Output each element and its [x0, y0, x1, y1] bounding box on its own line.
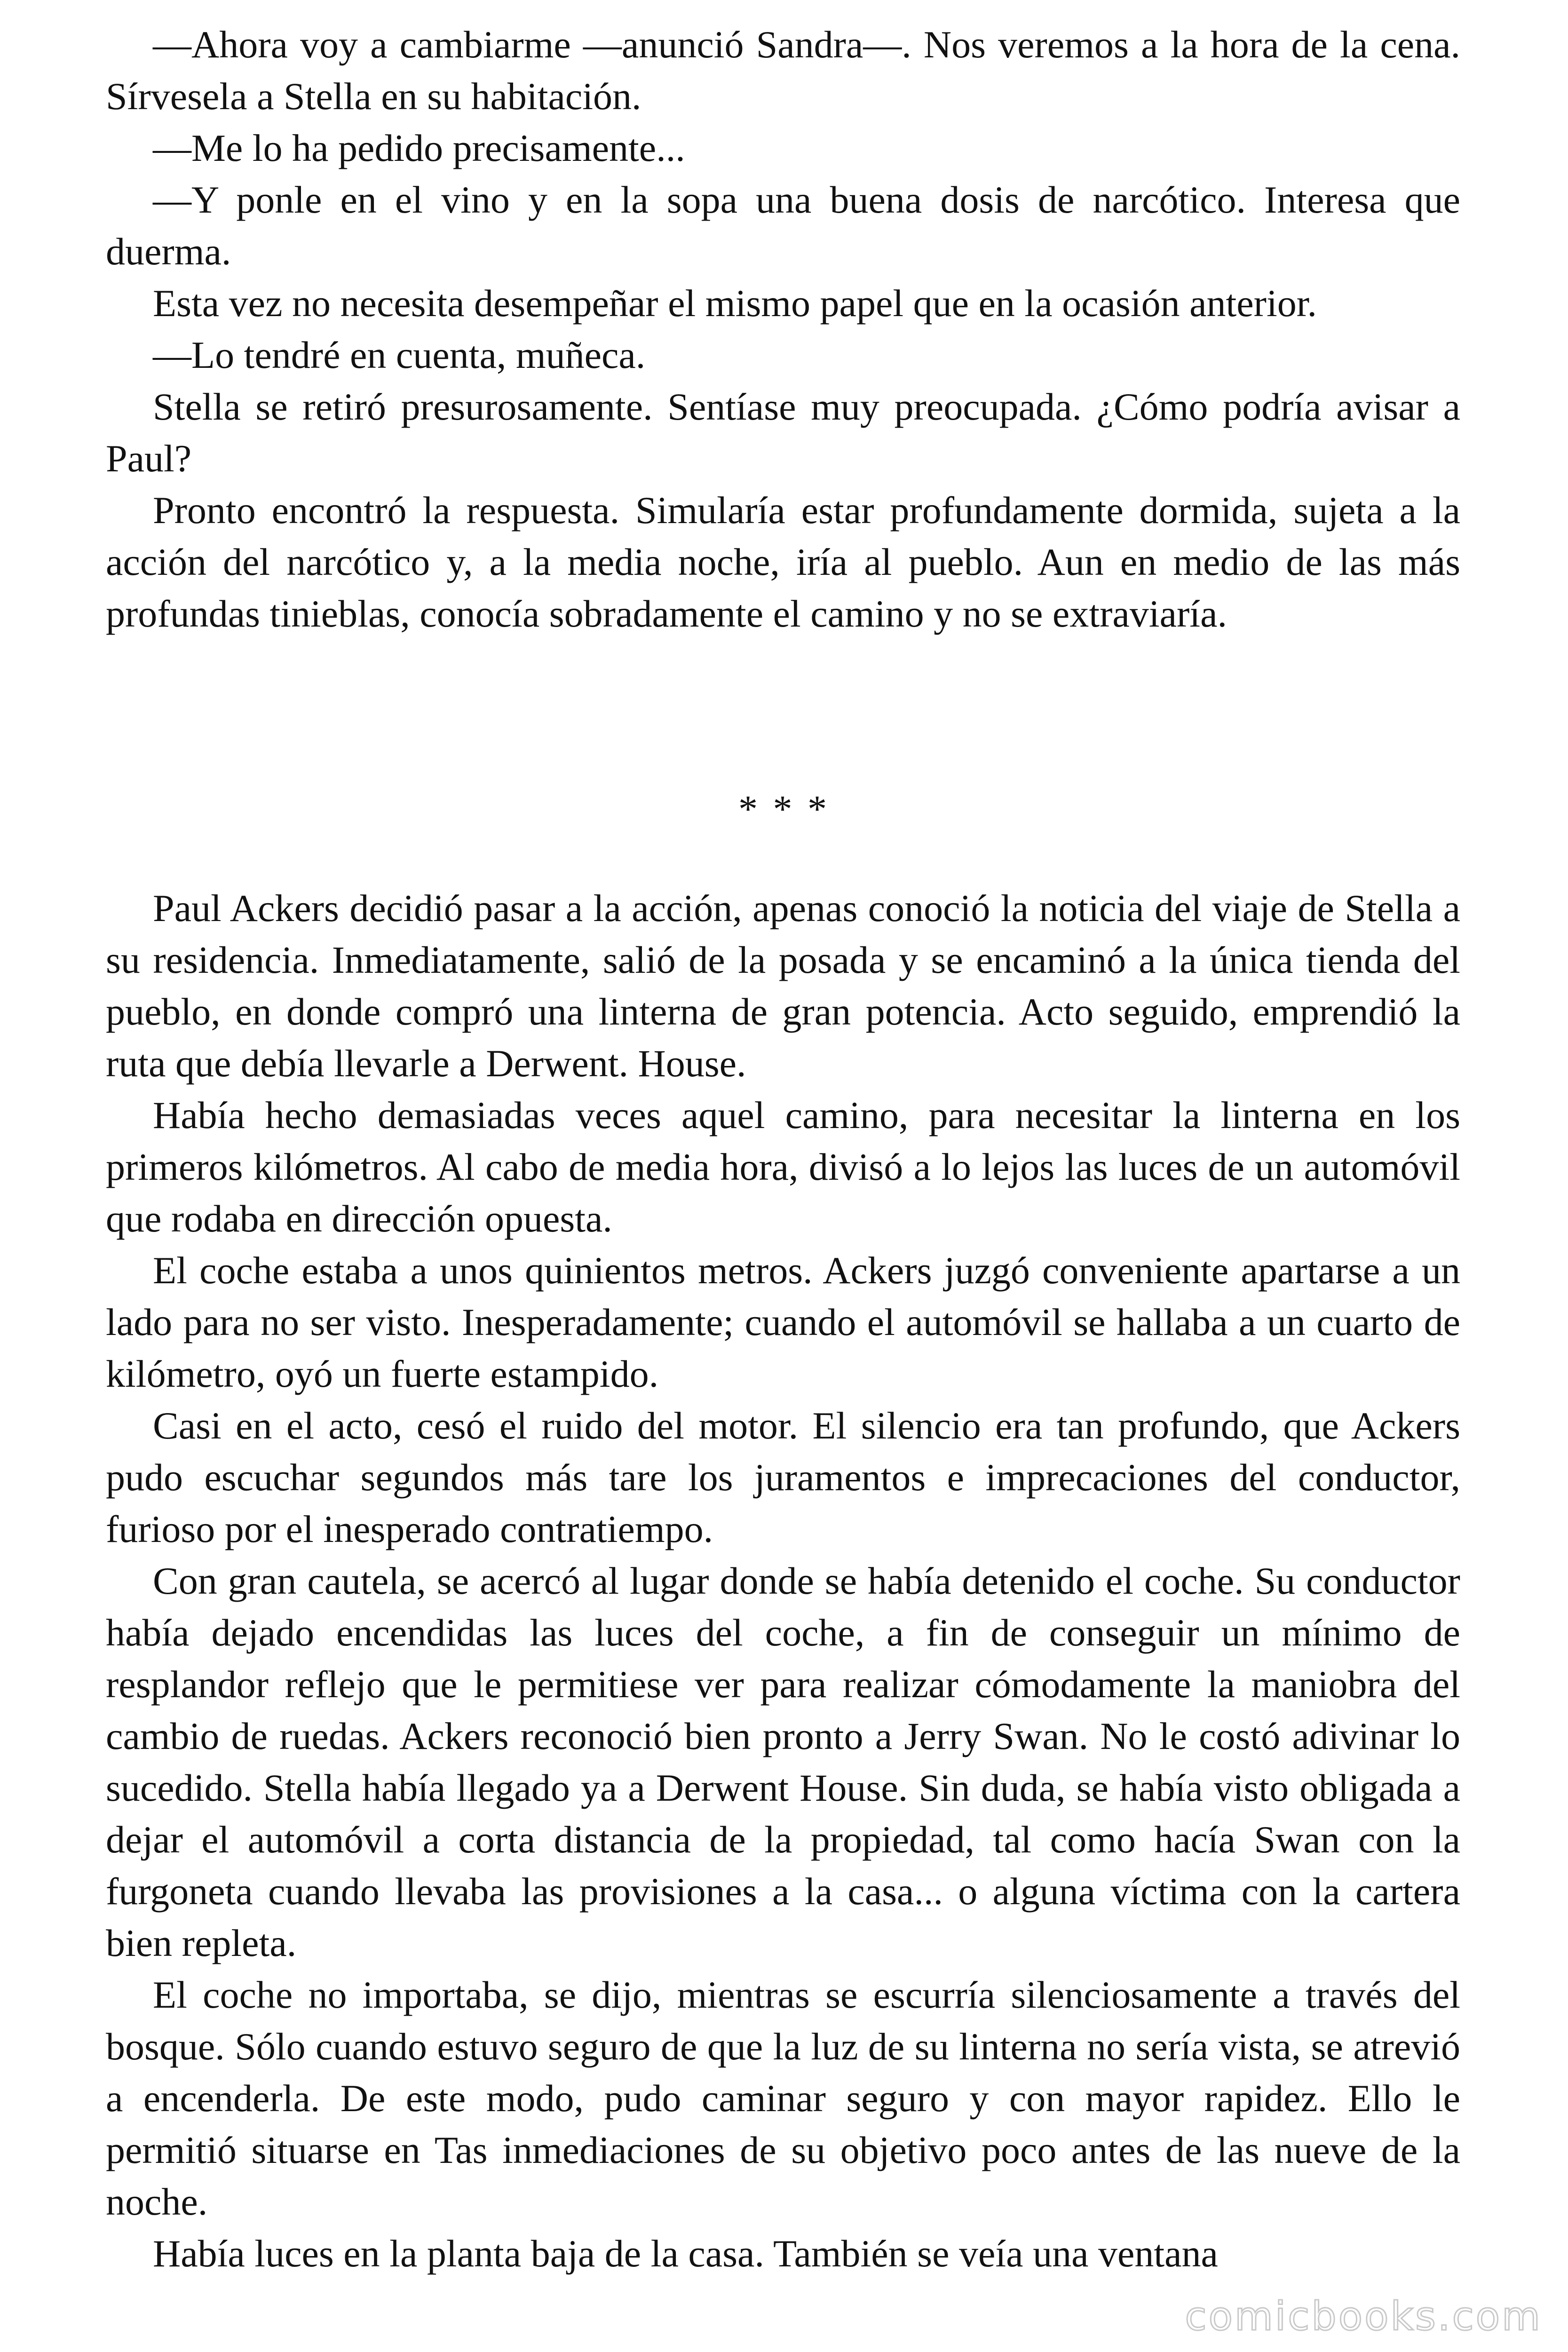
paragraph: El coche no importaba, se dijo, mientras se escurría silenciosamente a través del bosque. Sólo cuando estuvo seguro de que la luz de su linterna no sería vista, se atrevió a encenderla. De este modo, pudo caminar seguro y con mayor rapidez. Ello le permitió situarse en Tas inmediaciones de su objetivo poco antes de las nueve de la noche. — [106, 1973, 1460, 2223]
text-block-bottom — [106, 882, 1460, 2280]
paragraph: Pronto encontró la respuesta. Simularía estar profundamente dormida, sujeta a la acción del narcótico y, a la media noche, iría al pueblo. Aun en medio de las más profundas tinieblas, conocía sobradamente el camino y no se extraviaría. — [106, 489, 1460, 635]
paragraph: Stella se retiró presurosamente. Sentíase muy preocupada. ¿Cómo podría avisar a Paul? — [106, 385, 1460, 480]
paragraph: Había hecho demasiadas veces aquel camino, para necesitar la linterna en los primeros kilómetros. Al cabo de media hora, divisó a lo lejos las luces de un automóvil que rodaba en dirección opuesta. — [106, 1094, 1460, 1240]
paragraph: —Me lo ha pedido precisamente... — [153, 127, 685, 169]
paragraph: El coche estaba a unos quinientos metros. Ackers juzgó conveniente apartarse a un lado para no ser visto. Inesperadamente; cuando el automóvil se hallaba a un cuarto de kilómetro, oyó un fuerte estampido. — [106, 1249, 1460, 1395]
paragraph: —Ahora voy a cambiarme —anunció Sandra—. Nos veremos a la hora de la cena. Sírvesela a Stella en su habitación. — [106, 23, 1460, 118]
watermark: comicbooks.com — [1185, 2293, 1542, 2339]
paragraph: Casi en el acto, cesó el ruido del motor. El silencio era tan profundo, que Ackers pudo escuchar segundos más tare los juramentos e imprecaciones del conductor, furioso por el inesperado contratiempo. — [106, 1404, 1460, 1550]
paragraph: Había luces en la planta baja de la casa. También se veía una ventana — [153, 2232, 1218, 2275]
paragraph: Esta vez no necesita desempeñar el mismo papel que en la ocasión anterior. — [153, 282, 1317, 325]
section-separator: * * * — [738, 787, 830, 830]
paragraph: Paul Ackers decidió pasar a la acción, apenas conoció la noticia del viaje de Stella a su residencia. Inmediatamente, salió de la posada y se encaminó a la única tienda del pueblo, en donde compró una linterna de gran potencia. Acto seguido, emprendió la ruta que debía llevarle a Derwent. House. — [106, 887, 1460, 1085]
paragraph: —Y ponle en el vino y en la sopa una buena dosis de narcótico. Interesa que duerma. — [106, 178, 1460, 273]
paragraph: Con gran cautela, se acercó al lugar donde se había detenido el coche. Su conductor había dejado encendidas las luces del coche, a fin de conseguir un mínimo de resplandor reflejo que le permitiese ver para realizar cómodamente la maniobra del cambio de ruedas. Ackers reconoció bien pronto a Jerry Swan. No le costó adivinar lo sucedido. Stella había llegado ya a Derwent House. Sin duda, se había visto obligada a dejar el automóvil a corta distancia de la propiedad, tal como hacía Swan con la furgoneta cuando llevaba las provisiones a la casa... o alguna víctima con la cartera bien repleta. — [106, 1559, 1460, 1964]
paragraph: —Lo tendré en cuenta, muñeca. — [153, 334, 646, 376]
text-block-top — [106, 19, 1460, 640]
